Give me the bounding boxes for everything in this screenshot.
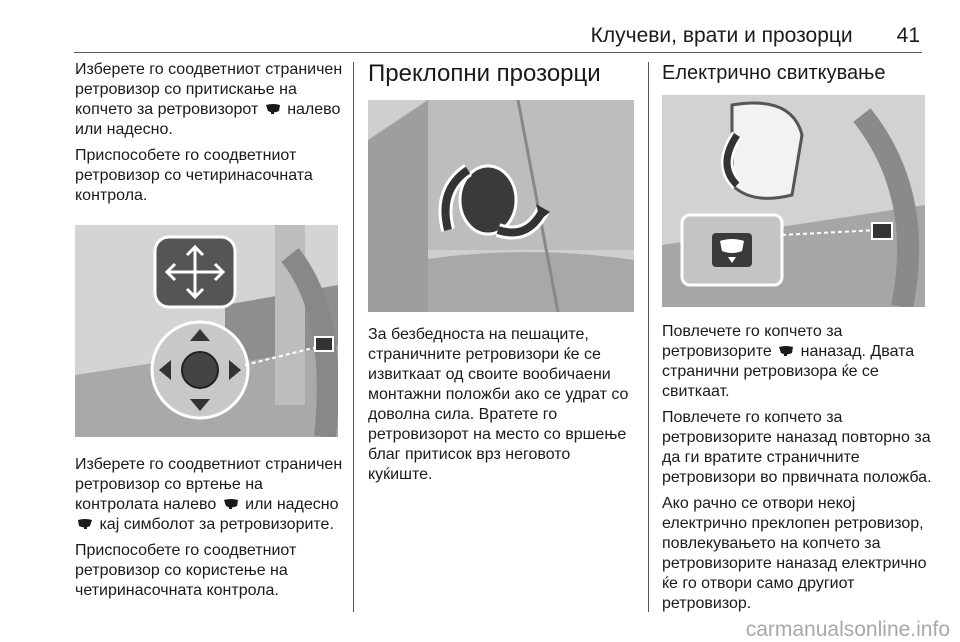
mirror-left-icon (223, 498, 239, 510)
paragraph-rotate-control: Изберете го соодветниот страничен ретровизор со вртење на контролата налево или надесно кај симболот за ретровизорите. (75, 456, 343, 533)
column-1 (75, 60, 345, 212)
mirror-icon (265, 103, 281, 115)
header-title: Клучеви, врати и прозорци (590, 24, 853, 47)
heading-folding-mirrors: Преклопни прозорци (368, 60, 601, 87)
column-3 (662, 60, 934, 94)
header-rule (74, 52, 922, 53)
paragraph-manual-fold: Ако рачно се отвори некој електрично преклопен ретровизор, повлекувањето на копчето за ретровизорите наназад електрично ќе го отвори само другиот ретровизор. (662, 495, 927, 612)
figure-electric-folding (662, 95, 925, 307)
paragraph-select-mirror: Изберете го соодветниот страничен ретровизор со притискање на копчето за ретровизорот налево или надесно. (75, 61, 343, 138)
column-divider-2 (648, 62, 649, 612)
column-divider-1 (353, 62, 354, 612)
paragraph-adjust-four-way: Приспособете го соодветниот ретровизор со користење на четиринасочната контрола. (75, 542, 297, 599)
figure-folding-mirror (368, 100, 634, 312)
column-1-lower (75, 455, 345, 607)
mirror-icon (778, 345, 794, 357)
figure-mirror-control (75, 225, 338, 437)
watermark: carmanualsonline.info (745, 618, 950, 641)
paragraph-adjust-mirror: Приспособете го соодветниот ретровизор со четиринасочната контрола. (75, 147, 313, 204)
column-2 (368, 60, 634, 96)
paragraph-unfold: Повлечете го копчето за ретровизорите наназад повторно за да ги вратите страничните ретровизори во првичната положба. (662, 409, 932, 486)
paragraph-pedestrian-safety: За безбедноста на пешаците, страничните ретровизори ќе се извиткаат од своите вообичаени монтажни положби ако се удрат со доволна сила. Вратете го ретровизорот на место со вршење благ притисок врз неговото куќиште. (368, 326, 629, 483)
column-2-lower (368, 325, 634, 491)
mirror-right-icon (77, 518, 93, 530)
paragraph-fold-both: Повлечете го копчето за ретровизорите наназад. Двата странични ретровизора ќе се свиткаат. (662, 323, 915, 400)
page-header (0, 24, 920, 48)
column-3-lower (662, 322, 934, 620)
page-number: 41 (896, 24, 920, 47)
heading-electric-folding: Електрично свиткување (662, 62, 886, 84)
